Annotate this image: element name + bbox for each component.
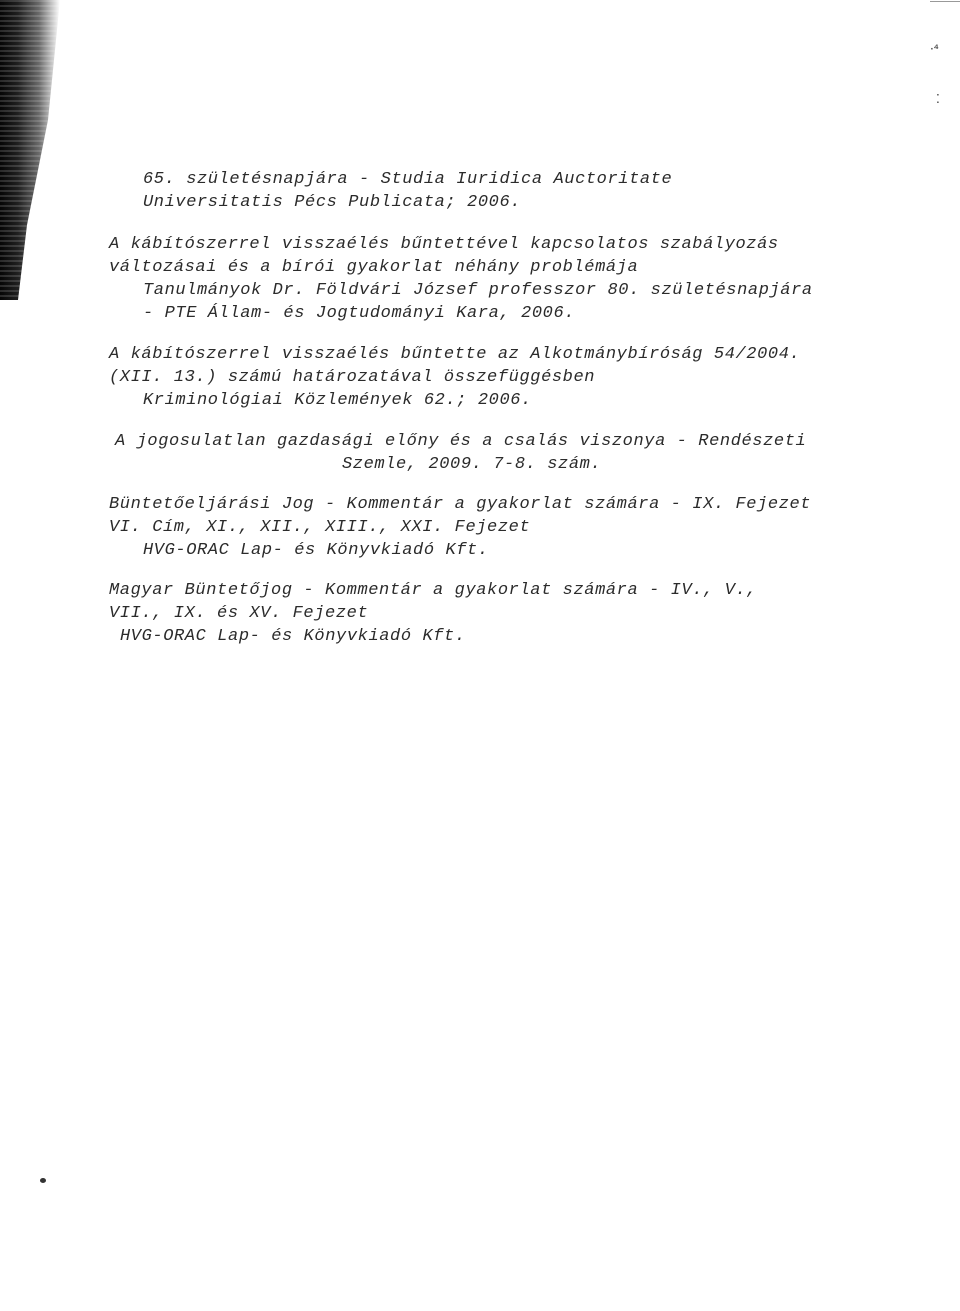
entry-5-line-3: HVG-ORAC Lap- és Könyvkiadó Kft. xyxy=(143,541,489,560)
entry-2-line-1: A kábítószerrel visszaélés bűntettével kapcsolatos szabályozás xyxy=(109,235,779,254)
top-edge-mark xyxy=(930,1,960,2)
entry-4-line-1: A jogosulatlan gazdasági előny és a csalás viszonya - Rendészeti xyxy=(115,432,807,451)
entry-1-line-2: Universitatis Pécs Publicata; 2006. xyxy=(143,193,522,212)
ink-speck xyxy=(40,1178,46,1183)
entry-3-line-3: Kriminológiai Közlemények 62.; 2006. xyxy=(143,391,532,410)
entry-2-line-3: Tanulmányok Dr. Földvári József professzor 80. születésnapjára xyxy=(143,281,813,300)
entry-5-line-2: VI. Cím, XI., XII., XIII., XXI. Fejezet xyxy=(109,518,531,537)
scanner-edge-artifact xyxy=(0,0,60,300)
entry-2-line-4: - PTE Állam- és Jogtudományi Kara, 2006. xyxy=(143,304,576,323)
entry-5-line-1: Büntetőeljárási Jog - Kommentár a gyakorlat számára - IX. Fejezet xyxy=(109,495,812,514)
corner-speck-mark: ⁚ xyxy=(936,92,940,106)
entry-3-line-1: A kábítószerrel visszaélés bűntette az Alkotmánybíróság 54/2004. xyxy=(109,345,801,364)
entry-6-line-3: HVG-ORAC Lap- és Könyvkiadó Kft. xyxy=(120,627,466,646)
corner-speck-mark: ·⁴ xyxy=(930,42,939,56)
entry-3-line-2: (XII. 13.) számú határozatával összefüggésben xyxy=(109,368,596,387)
entry-1-line-1: 65. születésnapjára - Studia Iuridica Auctoritate xyxy=(143,170,673,189)
entry-4-line-2: Szemle, 2009. 7-8. szám. xyxy=(342,455,602,474)
entry-2-line-2: változásai és a bírói gyakorlat néhány problémája xyxy=(109,258,639,277)
entry-6-line-1: Magyar Büntetőjog - Kommentár a gyakorlat számára - IV., V., xyxy=(109,581,758,600)
entry-6-line-2: VII., IX. és XV. Fejezet xyxy=(109,604,369,623)
